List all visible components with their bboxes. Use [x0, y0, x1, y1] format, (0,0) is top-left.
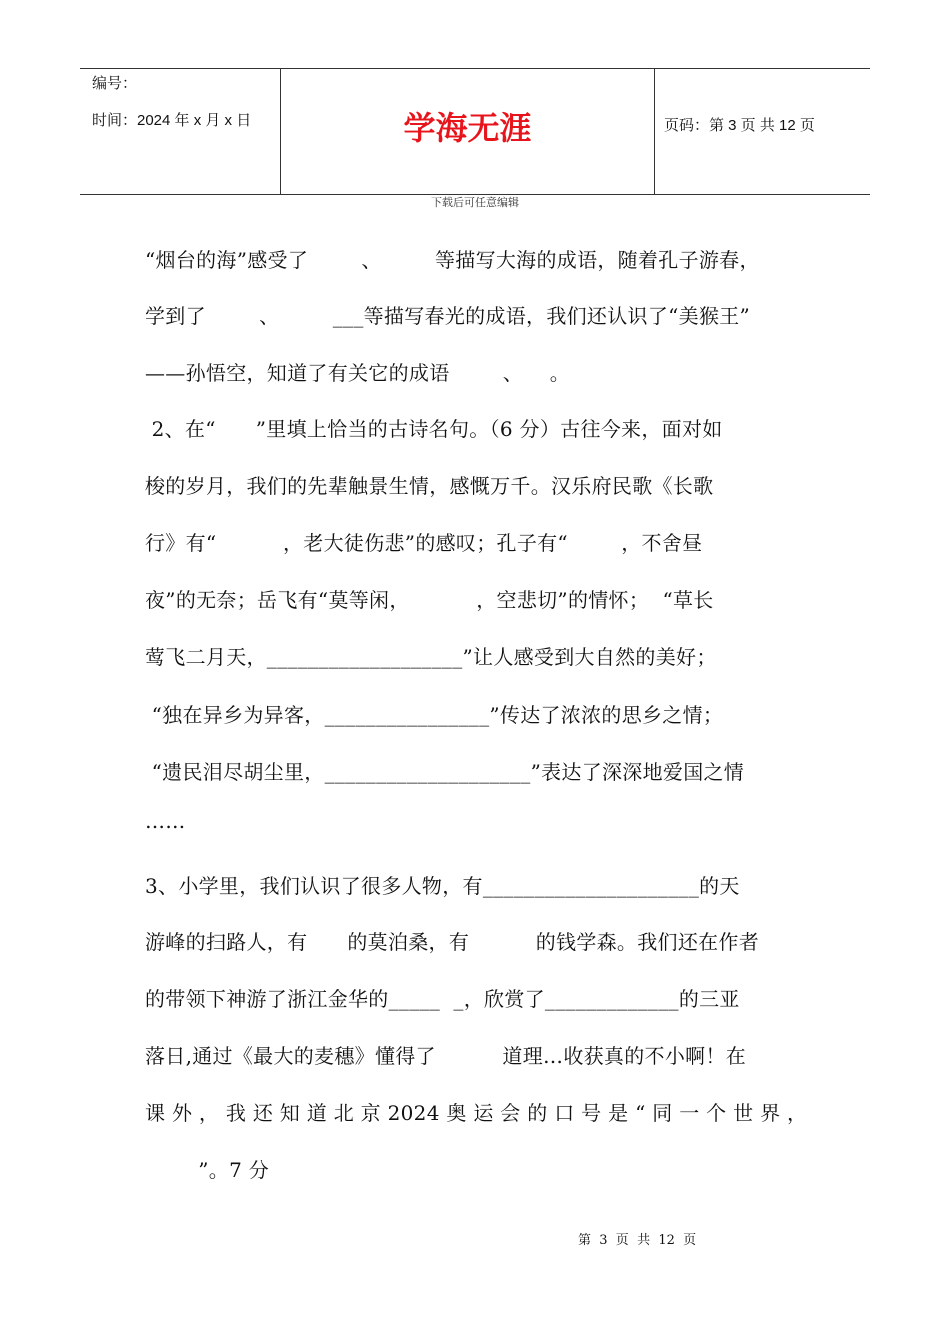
number-label: 编号：	[92, 75, 138, 92]
text-line: 3、小学里，我们认识了很多人物，有_____________________的天	[145, 874, 740, 898]
document-title: 学海无涯	[403, 109, 532, 147]
text-line: ……	[145, 809, 186, 833]
text-line: 梭的岁月，我们的先辈触景生情，感慨万千。汉乐府民歌《长歌	[145, 474, 714, 498]
text-line: 莺飞二月天，___________________”让人感受到大自然的美好；	[145, 645, 717, 669]
text-line: 落日,通过《最大的麦穗》懂得了 道理…收获真的不小啊！在	[145, 1044, 747, 1068]
text-line: “独在异乡为异客，________________”传达了浓浓的思乡之情；	[145, 703, 724, 727]
text-line: 的带领下神游了浙江金华的_____ _，欣赏了_____________的三亚	[145, 987, 740, 1011]
time-label: 时间：2024 年 x 月 x 日	[92, 112, 252, 129]
text-line: 课 外 ， 我 还 知 道 北 京 2024 奥 运 会 的 口 号 是 “ 同 一 个 世 界 ，	[145, 1101, 808, 1125]
text-line: 游峰的扫路人，有 的莫泊桑，有 的钱学森。我们还在作者	[145, 930, 760, 954]
text-line: ”。7 分	[145, 1158, 270, 1182]
text-line: “遗民泪尽胡尘里，____________________”表达了深深地爱国之情	[145, 760, 745, 784]
header-center-cell	[281, 69, 655, 194]
text-line: 夜”的无奈；岳飞有“莫等闲， ，空悲切”的情怀； “草长	[145, 588, 714, 612]
header-table	[80, 68, 870, 195]
page-footer: 第 3 页 共 12 页	[578, 1233, 697, 1248]
text-line: ——孙悟空，知道了有关它的成语 、 。	[145, 361, 570, 385]
header-left-cell	[80, 69, 281, 194]
page-label: 页码：第 3 页 共 12 页	[664, 117, 815, 134]
header-right-cell	[655, 69, 870, 194]
text-line: 2、在“ ”里填上恰当的古诗名句。（6 分）古往今来，面对如	[145, 417, 723, 441]
text-line: 学到了 、 ___等描写春光的成语，我们还认识了“美猴王”	[145, 304, 751, 328]
text-line: “烟台的海”感受了 、 等描写大海的成语，随着孔子游春，	[145, 248, 760, 272]
text-line: 行》有“ ，老大徒伤悲”的感叹；孔子有“ ，不舍昼	[145, 531, 703, 555]
edit-note: 下载后可任意编辑	[431, 196, 519, 209]
